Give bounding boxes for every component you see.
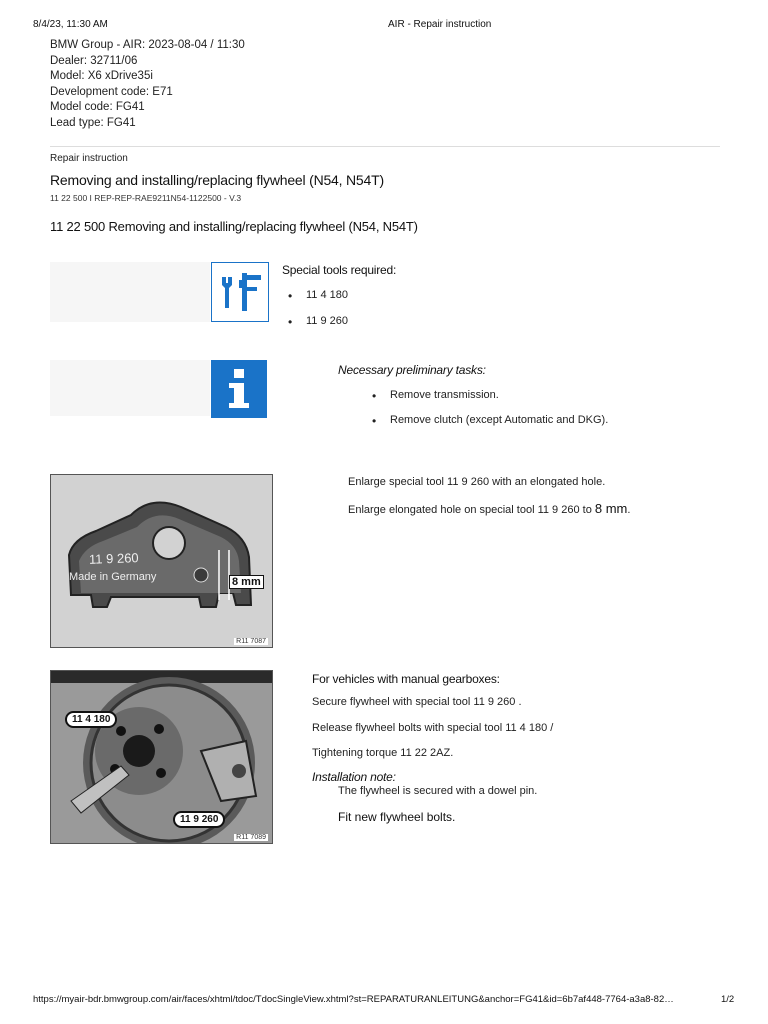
tool-engraving-origin: Made in Germany: [69, 571, 157, 583]
header-divider: [50, 146, 720, 147]
meta-line-dev-code: Development code: E71: [50, 85, 173, 98]
special-tool-figure: [50, 474, 273, 648]
list-item: • 11 9 260: [284, 315, 348, 327]
tools-icon: [211, 262, 269, 322]
prelim-row-background: [50, 360, 210, 416]
figure-reference: R11 7089: [236, 834, 266, 841]
special-tools-heading: Special tools required:: [282, 263, 397, 277]
figure-reference: R11 7087: [236, 638, 266, 645]
flywheel-figure: [50, 670, 273, 844]
page-title: Removing and installing/replacing flywheel (N54, N54T): [50, 172, 384, 188]
step1-line2: [348, 501, 630, 516]
step1-line1: Enlarge special tool 11 9 260 with an elongated hole.: [348, 476, 606, 488]
dimension-label: 8 mm: [229, 575, 264, 589]
meta-line-air: BMW Group - AIR: 2023-08-04 / 11:30: [50, 39, 245, 51]
document-meta: [50, 38, 245, 131]
section-label: Repair instruction: [50, 153, 128, 164]
prelim-list: [368, 389, 608, 426]
tool-callout-11-4-180: 11 4 180: [65, 711, 117, 728]
list-item: • 11 4 180: [284, 289, 348, 315]
prelim-heading: Necessary preliminary tasks:: [338, 363, 486, 377]
meta-line-lead-type: Lead type: FG41: [50, 116, 136, 129]
print-page-title: AIR - Repair instruction: [388, 19, 492, 30]
list-item: • Remove transmission.: [368, 389, 608, 414]
step1-line2-suffix: .: [627, 504, 631, 516]
procedure-title: 11 22 500 Removing and installing/replacing flywheel (N54, N54T): [50, 219, 418, 234]
installation-note-heading: Installation note:: [312, 770, 396, 784]
step2-line3: Tightening torque 11 22 2AZ.: [312, 747, 454, 759]
print-url: https://myair-bdr.bmwgroup.com/air/faces/xhtml/tdoc/TdocSingleView.xhtml?st=REPARATURANLEITUNG&anchor=FG41&id=6b7af448-7764-a3a8-82…: [33, 994, 674, 1005]
installation-note-line2: Fit new flywheel bolts.: [338, 810, 456, 824]
step1-line2-text: Enlarge elongated hole on special tool 11 9 260 to: [348, 504, 595, 516]
meta-line-model: Model: X6 xDrive35i: [50, 70, 153, 82]
step2-line2: Release flywheel bolts with special tool 11 4 180 /: [312, 722, 554, 734]
tool-engraving-number: 11 9 260: [88, 550, 139, 567]
meta-line-dealer: Dealer: 32711/06: [50, 54, 138, 67]
info-icon: [211, 360, 267, 418]
document-id: 11 22 500 I REP-REP-RAE9211N54-1122500 - V.3: [50, 193, 242, 203]
tools-row-background: [50, 262, 210, 322]
tool-callout-11-9-260: 11 9 260: [173, 811, 225, 828]
step2-line1: Secure flywheel with special tool 11 9 260 .: [312, 696, 522, 708]
print-datetime: 8/4/23, 11:30 AM: [33, 19, 108, 30]
list-item: • Remove clutch (except Automatic and DKG).: [368, 414, 608, 426]
print-page-number: 1/2: [721, 994, 735, 1005]
meta-line-model-code: Model code: FG41: [50, 101, 145, 113]
special-tools-list: [284, 289, 348, 327]
step2-heading: For vehicles with manual gearboxes:: [312, 672, 500, 686]
step1-line2-value: 8 mm: [594, 501, 628, 516]
installation-note-line1: The flywheel is secured with a dowel pin.: [338, 785, 538, 797]
